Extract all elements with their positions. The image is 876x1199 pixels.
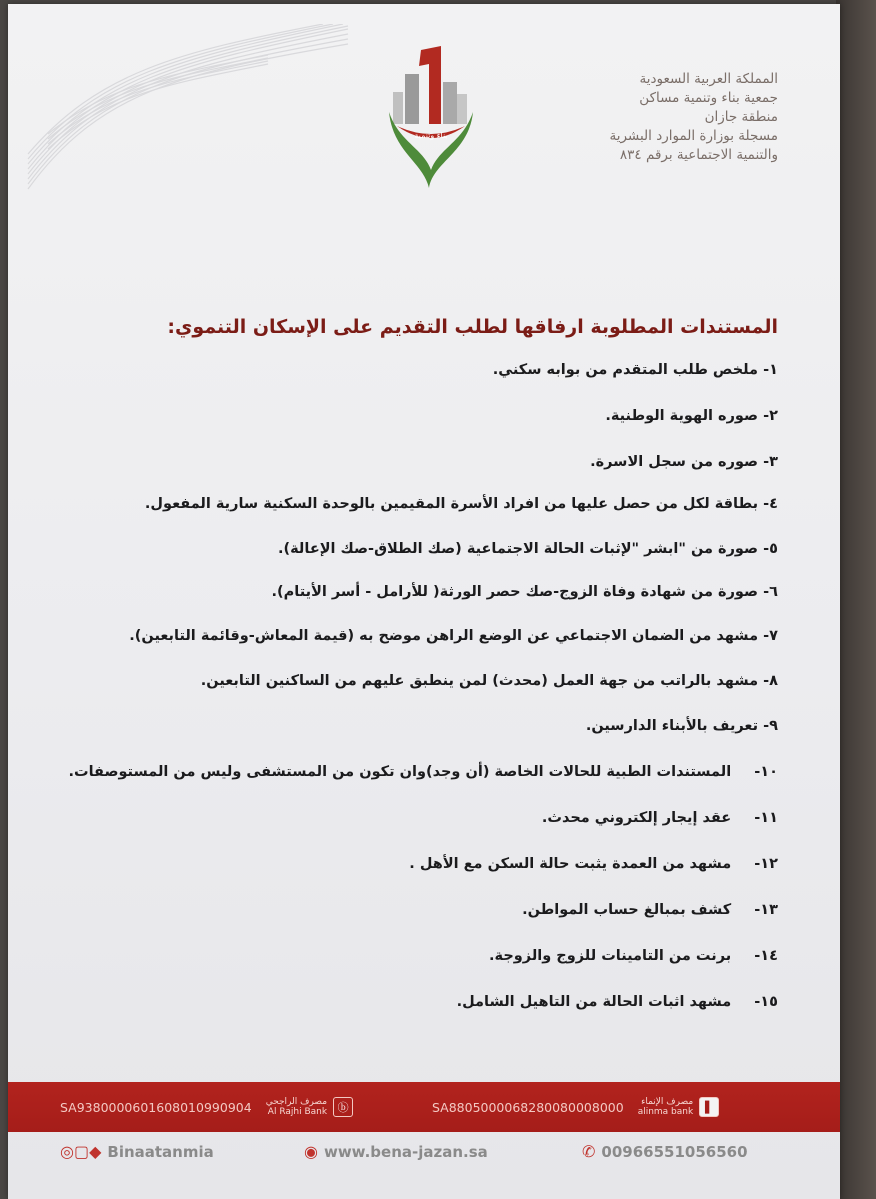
website-link[interactable]: www.bena-jazan.sa — [323, 1142, 488, 1161]
requirement-item — [69, 764, 779, 780]
requirement-item — [522, 902, 778, 918]
item-number: ١١- — [754, 810, 778, 826]
item-number: ١٤- — [754, 948, 778, 964]
item-text: بطاقة لكل من حصل عليها من افراد الأسرة المقيمين بالوحدة السكنية سارية المفعول. — [144, 496, 759, 512]
item-number: ١٣- — [754, 902, 778, 918]
phone-icon: ✆ — [582, 1142, 596, 1161]
association-logo-icon — [383, 42, 479, 190]
requirement-item — [272, 584, 778, 600]
item-text: صوره من سجل الاسرة. — [590, 454, 759, 470]
decorative-waves — [18, 24, 358, 194]
item-number: ٤- — [763, 496, 778, 512]
item-number: ١٥- — [754, 994, 778, 1010]
social-handle: Binaatanmia — [107, 1142, 214, 1161]
alrajhi-name-ar: مصرف الراجحي — [265, 1097, 328, 1107]
phone-number: 00966551056560 — [601, 1142, 748, 1161]
alinma-logo-icon: ▌ — [699, 1097, 719, 1117]
item-text: كشف بمبالغ حساب المواطن. — [522, 902, 732, 918]
globe-icon: ◉ — [304, 1142, 318, 1161]
alinma-account — [432, 1094, 719, 1120]
website-contact — [304, 1142, 488, 1161]
organization-info — [518, 70, 778, 165]
org-line: والتنمية الاجتماعية برقم ٨٣٤ — [619, 147, 778, 163]
requirement-item — [278, 541, 778, 557]
document-page — [8, 4, 840, 1199]
alrajhi-name — [266, 1097, 327, 1117]
alrajhi-logo-icon: ⓑ — [333, 1097, 353, 1117]
requirement-item — [542, 810, 778, 826]
requirement-item — [145, 496, 778, 512]
item-text: مشهد من العمدة يثبت حالة السكن مع الأهل . — [409, 856, 732, 872]
requirement-item — [457, 994, 778, 1010]
background-surface — [836, 0, 876, 1199]
item-number: ١٠- — [754, 764, 778, 780]
item-number: ٣- — [763, 454, 778, 470]
alrajhi-iban: SA9380000601608010990904 — [60, 1099, 252, 1115]
item-text: صورة من "ابشر "لإثبات الحالة الاجتماعية (صك الطلاق-صك الإعالة). — [278, 541, 759, 557]
item-text: برنت من التامينات للزوج والزوجة. — [489, 948, 732, 964]
phone-contact — [582, 1142, 748, 1161]
org-line: المملكة العربية السعودية — [639, 71, 778, 87]
item-text: مشهد بالراتب من جهة العمل (محدث) لمن ينطبق عليهم من الساكنين التابعين. — [200, 673, 759, 689]
item-text: ملخص طلب المتقدم من بوابه سكني. — [492, 362, 759, 378]
alrajhi-name-en: Al Rajhi Bank — [267, 1107, 328, 1117]
document-heading: المستندات المطلوبة ارفاقها لطلب التقديم على الإسكان التنموي: — [167, 316, 778, 338]
item-text: تعريف بالأبناء الدارسين. — [585, 718, 759, 734]
logo-text: بناء وتنمية — [414, 131, 448, 140]
item-number: ٧- — [763, 628, 778, 644]
alinma-name-ar: مصرف الإنماء — [641, 1097, 694, 1107]
alinma-iban: SA8805000068280080008000 — [432, 1099, 624, 1115]
item-text: المستندات الطبية للحالات الخاصة (أن وجد)وان تكون من المستشفى وليس من المستوصفات. — [68, 764, 732, 780]
item-number: ٥- — [763, 541, 778, 557]
requirement-item — [590, 454, 778, 470]
org-line: منطقة جازان — [704, 109, 778, 125]
requirement-item — [493, 362, 778, 378]
org-line: جمعية بناء وتنمية مساكن — [639, 90, 778, 106]
item-number: ٩- — [763, 718, 778, 734]
alrajhi-account — [60, 1094, 353, 1120]
item-number: ٨- — [763, 673, 778, 689]
item-text: صورة من شهادة وفاة الزوج-صك حصر الورثة( للأرامل - أسر الأيتام). — [271, 584, 759, 600]
org-line: مسجلة بوزارة الموارد البشرية — [609, 128, 778, 144]
requirement-item — [201, 673, 778, 689]
social-media-icon: ◎▢◆ — [60, 1142, 102, 1161]
requirement-item — [605, 408, 778, 424]
item-number: ٢- — [763, 408, 778, 424]
requirement-item — [129, 628, 778, 644]
social-contact — [60, 1142, 214, 1161]
bank-accounts-bar — [8, 1082, 840, 1132]
item-text: مشهد اثبات الحالة من التاهيل الشامل. — [456, 994, 732, 1010]
alinma-name-en: alinma bank — [637, 1107, 694, 1117]
alinma-name — [638, 1097, 694, 1117]
item-number: ١- — [763, 362, 778, 378]
item-number: ٦- — [763, 584, 778, 600]
item-number: ١٢- — [754, 856, 778, 872]
requirement-item — [489, 948, 778, 964]
item-text: عقد إيجار إلكتروني محدث. — [541, 810, 732, 826]
item-text: صوره الهوية الوطنية. — [605, 408, 759, 424]
requirement-item — [586, 718, 778, 734]
requirement-item — [409, 856, 778, 872]
item-text: مشهد من الضمان الاجتماعي عن الوضع الراهن موضح به (قيمة المعاش-وقائمة التابعين). — [129, 628, 759, 644]
